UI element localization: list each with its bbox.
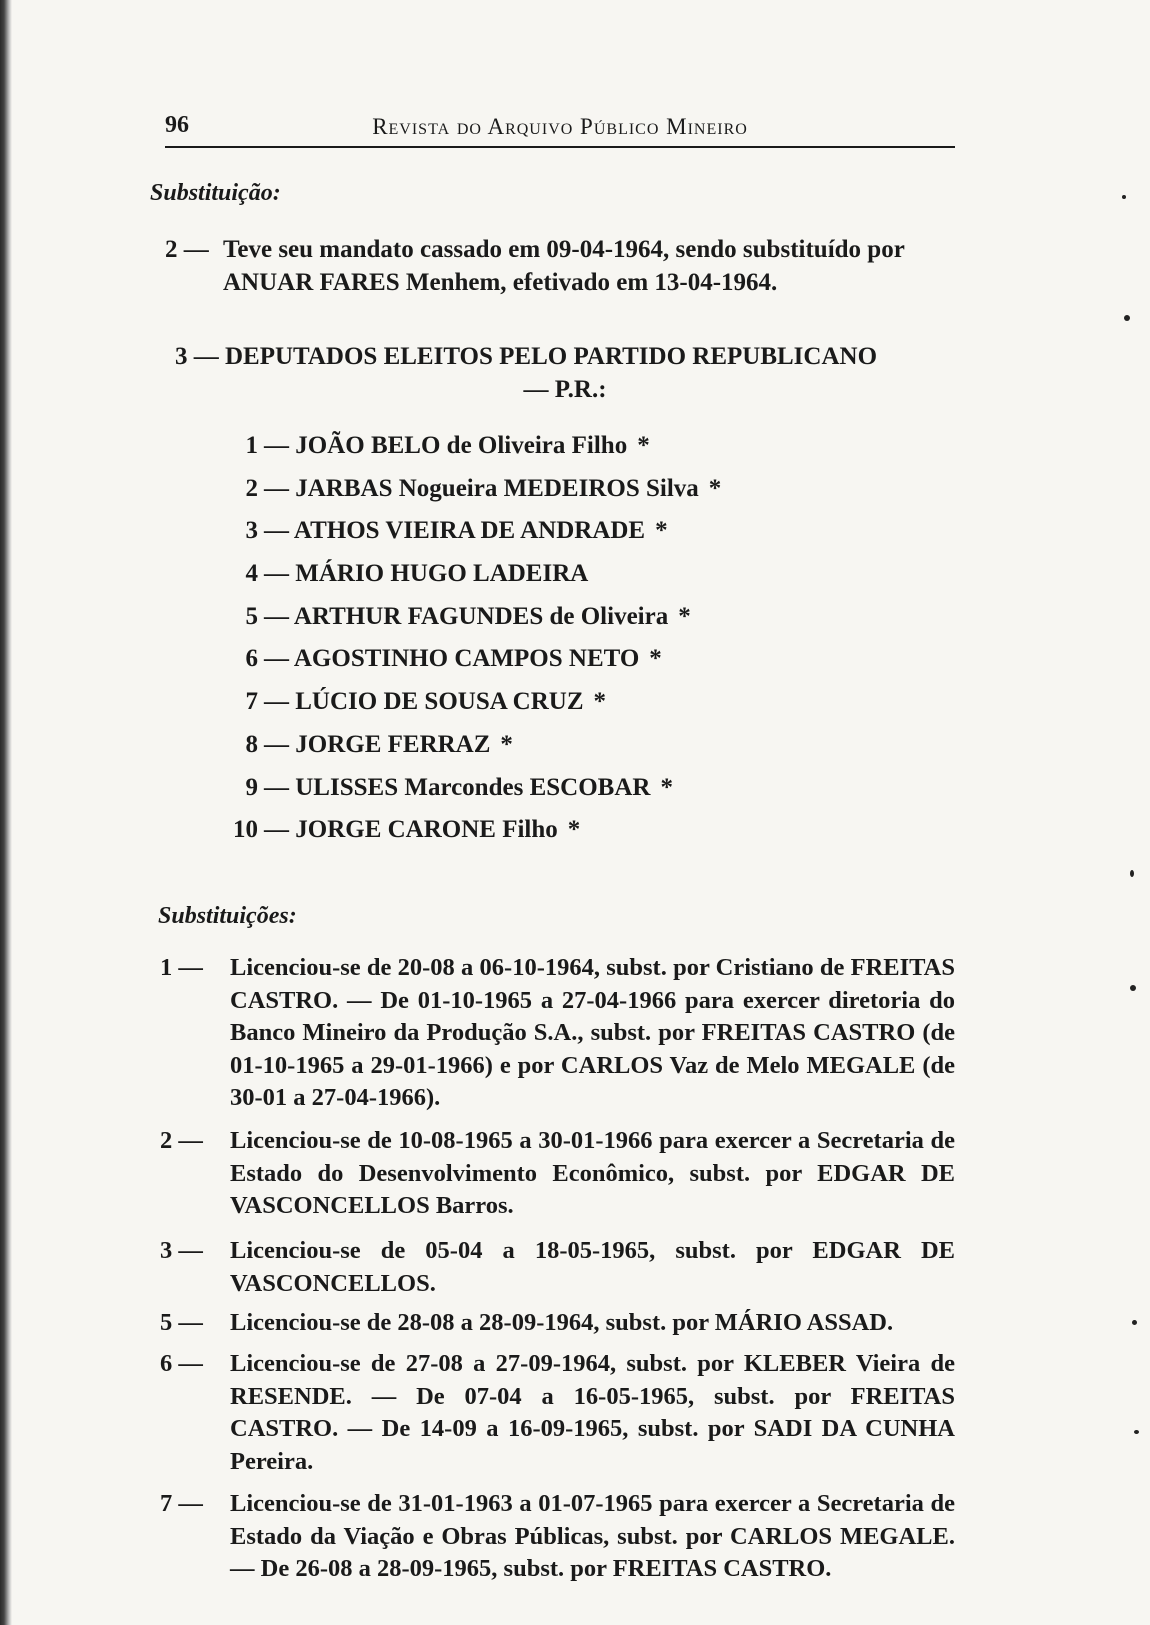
scan-speck xyxy=(1130,870,1134,877)
substitution-item xyxy=(160,1125,955,1223)
substitution-number: 1 — xyxy=(160,954,203,981)
member-name: — AGOSTINHO CAMPOS NETO xyxy=(264,645,640,673)
member-index: 6 xyxy=(245,645,258,673)
list-item xyxy=(230,645,830,688)
substituicao-heading: Substituição: xyxy=(150,180,281,206)
list-item xyxy=(230,774,830,817)
substitution-item xyxy=(160,1348,955,1479)
scan-speck xyxy=(1122,195,1126,199)
member-index: 10 xyxy=(233,816,258,844)
page-header xyxy=(165,112,955,148)
list-item xyxy=(230,688,830,731)
member-name: — JARBAS Nogueira MEDEIROS Silva xyxy=(264,474,699,502)
substitution-number: 6 — xyxy=(160,1350,203,1377)
member-index: 1 xyxy=(245,432,258,459)
member-asterisk: * xyxy=(708,474,722,502)
substitution-text: Licenciou-se de 28-08 a 28-09-1964, subst. por MÁRIO ASSAD. xyxy=(230,1309,894,1336)
list-item xyxy=(230,560,830,603)
member-name: — ARTHUR FAGUNDES de Oliveira xyxy=(264,602,669,630)
member-name: — LÚCIO DE SOUSA CRUZ xyxy=(264,688,584,716)
substituicao-paragraph xyxy=(165,233,955,299)
member-index: 5 xyxy=(245,602,258,630)
section-title xyxy=(175,340,955,406)
section-title-line2: — P.R.: xyxy=(523,376,607,403)
member-index: 9 xyxy=(245,773,258,801)
substitution-text: Licenciou-se de 20-08 a 06-10-1964, subst. por Cristiano de FREITAS CASTRO. — De 01-10-1965 a 27-04-1966 para exercer diretoria do Banco Mineiro da Produção S.A., subst. por FREITAS CASTRO (de 01-10-1965 a 29-01-1966) e por CARLOS Vaz de Melo MEGALE (de 30-01 a 27-04-1966). xyxy=(230,954,955,1112)
list-item xyxy=(230,603,830,646)
section-title-line1: 3 — DEPUTADOS ELEITOS PELO PARTIDO REPUBLICANO xyxy=(175,343,878,370)
member-asterisk: * xyxy=(655,517,668,545)
member-asterisk: * xyxy=(660,773,673,801)
scan-speck xyxy=(1132,1320,1137,1325)
scan-speck xyxy=(1134,1430,1139,1434)
substituicao-text: Teve seu mandato cassado em 09-04-1964, sendo substituído por ANUAR FARES Menhem, efetivado em 13-04-1964. xyxy=(223,236,905,296)
list-item xyxy=(230,432,830,475)
list-item xyxy=(230,475,830,518)
member-asterisk: * xyxy=(567,816,581,844)
member-asterisk: * xyxy=(593,688,607,716)
member-name: — JORGE FERRAZ xyxy=(264,730,491,758)
substitution-item xyxy=(160,1307,955,1340)
substitution-number: 3 — xyxy=(160,1237,203,1264)
member-name: — JORGE CARONE Filho xyxy=(264,816,558,844)
member-name: — JOÃO BELO de Oliveira Filho xyxy=(264,432,628,459)
substitution-number: 2 — xyxy=(160,1127,203,1154)
member-index: 7 xyxy=(245,688,258,716)
member-index: 8 xyxy=(245,730,258,758)
substitution-text: Licenciou-se de 27-08 a 27-09-1964, subst. por KLEBER Vieira de RESENDE. — De 07-04 a 16-05-1965, subst. por FREITAS CASTRO. — De 14-09 a 16-09-1965, subst. por SADI DA CUNHA Pereira. xyxy=(230,1350,955,1475)
list-item xyxy=(230,816,830,859)
member-index: 2 xyxy=(245,474,258,502)
page-edge-shadow xyxy=(0,0,12,1625)
list-item xyxy=(230,731,830,774)
member-asterisk: * xyxy=(649,645,662,673)
substitution-item xyxy=(160,1488,955,1619)
member-list xyxy=(230,432,830,859)
substitution-item xyxy=(160,1235,955,1301)
member-index: 4 xyxy=(245,560,258,588)
scan-speck xyxy=(1130,985,1136,991)
substituicoes-heading: Substituições: xyxy=(158,903,297,929)
member-name: — MÁRIO HUGO LADEIRA xyxy=(264,560,589,588)
page-number: 96 xyxy=(165,112,189,138)
substitution-text: Licenciou-se de 10-08-1965 a 30-01-1966 para exercer a Secretaria de Estado do Desenvolvimento Econômico, subst. por EDGAR DE VASCONCELLOS Barros. xyxy=(230,1127,955,1220)
substitution-item xyxy=(160,952,955,1115)
substitution-text: Licenciou-se de 31-01-1963 a 01-07-1965 para exercer a Secretaria de Estado da Viação e Obras Públicas, subst. por CARLOS MEGALE. — De 26-08 a 28-09-1965, subst. por FREITAS CASTRO. xyxy=(230,1490,955,1583)
list-item xyxy=(230,517,830,560)
substitution-number: 5 — xyxy=(160,1309,203,1336)
member-name: — ATHOS VIEIRA DE ANDRADE xyxy=(264,517,646,545)
member-index: 3 xyxy=(245,517,258,545)
member-asterisk: * xyxy=(678,602,691,630)
running-title: Revista do Arquivo Público Mineiro xyxy=(372,114,748,139)
substitution-text: Licenciou-se de 05-04 a 18-05-1965, subst. por EDGAR DE VASCONCELLOS. xyxy=(230,1237,955,1297)
scan-speck xyxy=(1124,315,1130,321)
member-name: — ULISSES Marcondes ESCOBAR xyxy=(264,773,651,801)
substituicao-number: 2 — xyxy=(165,236,209,263)
member-asterisk: * xyxy=(637,432,650,459)
substitution-number: 7 — xyxy=(160,1490,203,1517)
member-asterisk: * xyxy=(500,730,513,758)
